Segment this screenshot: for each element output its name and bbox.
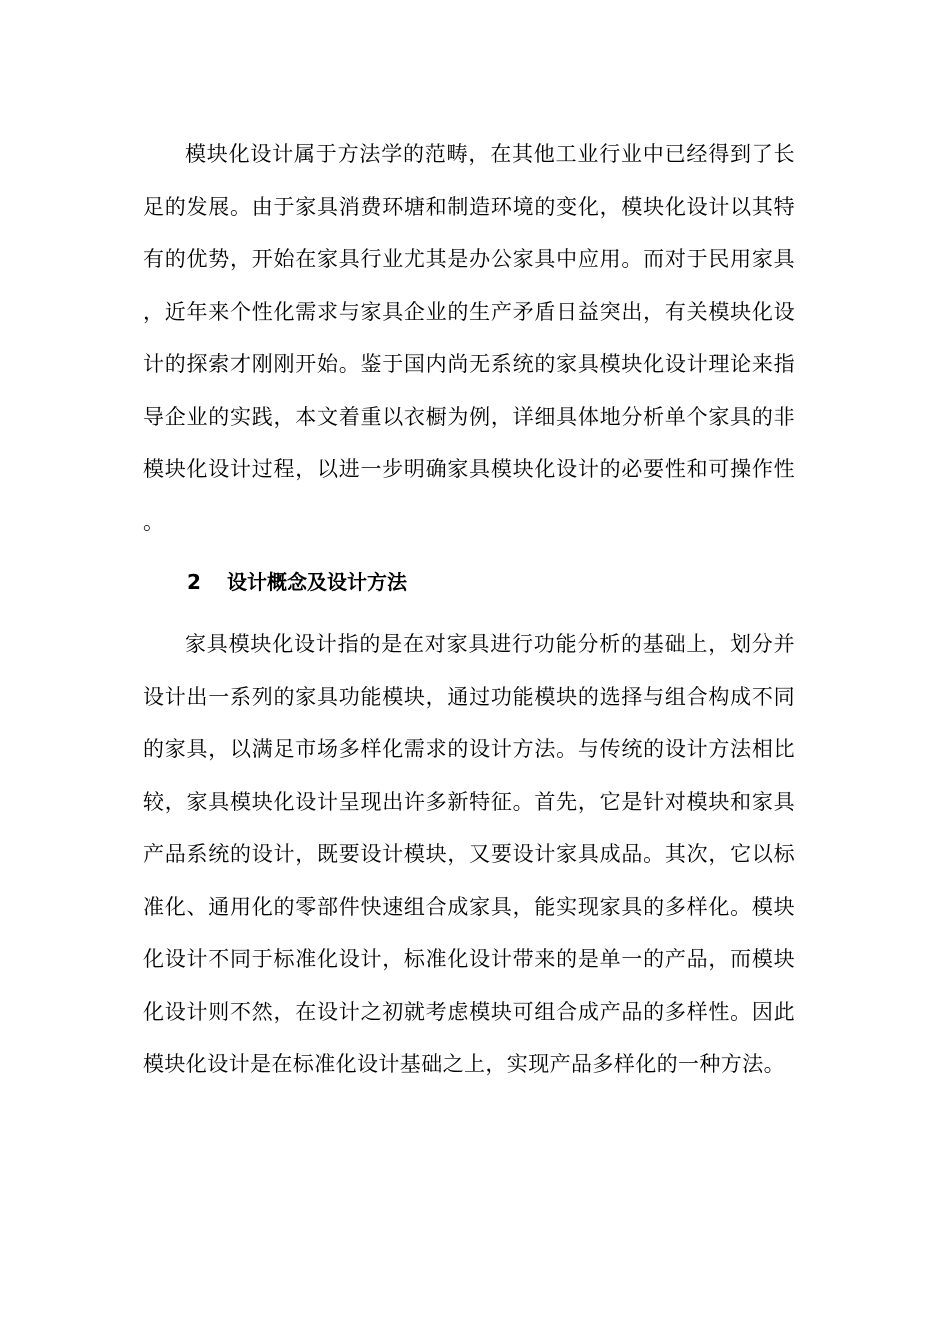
section-title: 设计概念及设计方法 bbox=[227, 570, 407, 594]
document-body bbox=[143, 128, 795, 1091]
spacer bbox=[143, 548, 795, 556]
spacer bbox=[143, 608, 795, 618]
section-number: 2 bbox=[187, 570, 201, 594]
intro-paragraph: 模块化设计属于方法学的范畴，在其他工业行业中已经得到了长足的发展。由于家具消费环塘和制造环境的变化，模块化设计以其特有的优势，开始在家具行业尤其是办公家具中应用。而对于民用家具，近年来个性化需求与家具企业的生产矛盾日益突出，有关模块化设计的探索才刚刚开始。鉴于国内尚无系统的家具模块化设计理论来指导企业的实践，本文着重以衣橱为例，详细具体地分析单个家具的非模块化设计过程，以进一步明确家具模块化设计的必要性和可操作性。 bbox=[143, 142, 795, 534]
section-paragraph: 家具模块化设计指的是在对家具进行功能分析的基础上，划分并设计出一系列的家具功能模块，通过功能模块的选择与组合构成不同的家具，以满足市场多样化需求的设计方法。与传统的设计方法相比较，家具模块化设计呈现出许多新特征。首先，它是针对模块和家具产品系统的设计，既要设计模块，又要设计家具成品。其次，它以标准化、通用化的零部件快速组合成家具，能实现家具的多样化。模块化设计不同于标准化设计，标准化设计带来的是单一的产品，而模块化设计则不然，在设计之初就考虑模块可组合成产品的多样性。因此模块化设计是在标准化设计基础之上，实现产品多样化的一种方法。 bbox=[143, 632, 795, 1076]
section-heading bbox=[143, 556, 795, 608]
